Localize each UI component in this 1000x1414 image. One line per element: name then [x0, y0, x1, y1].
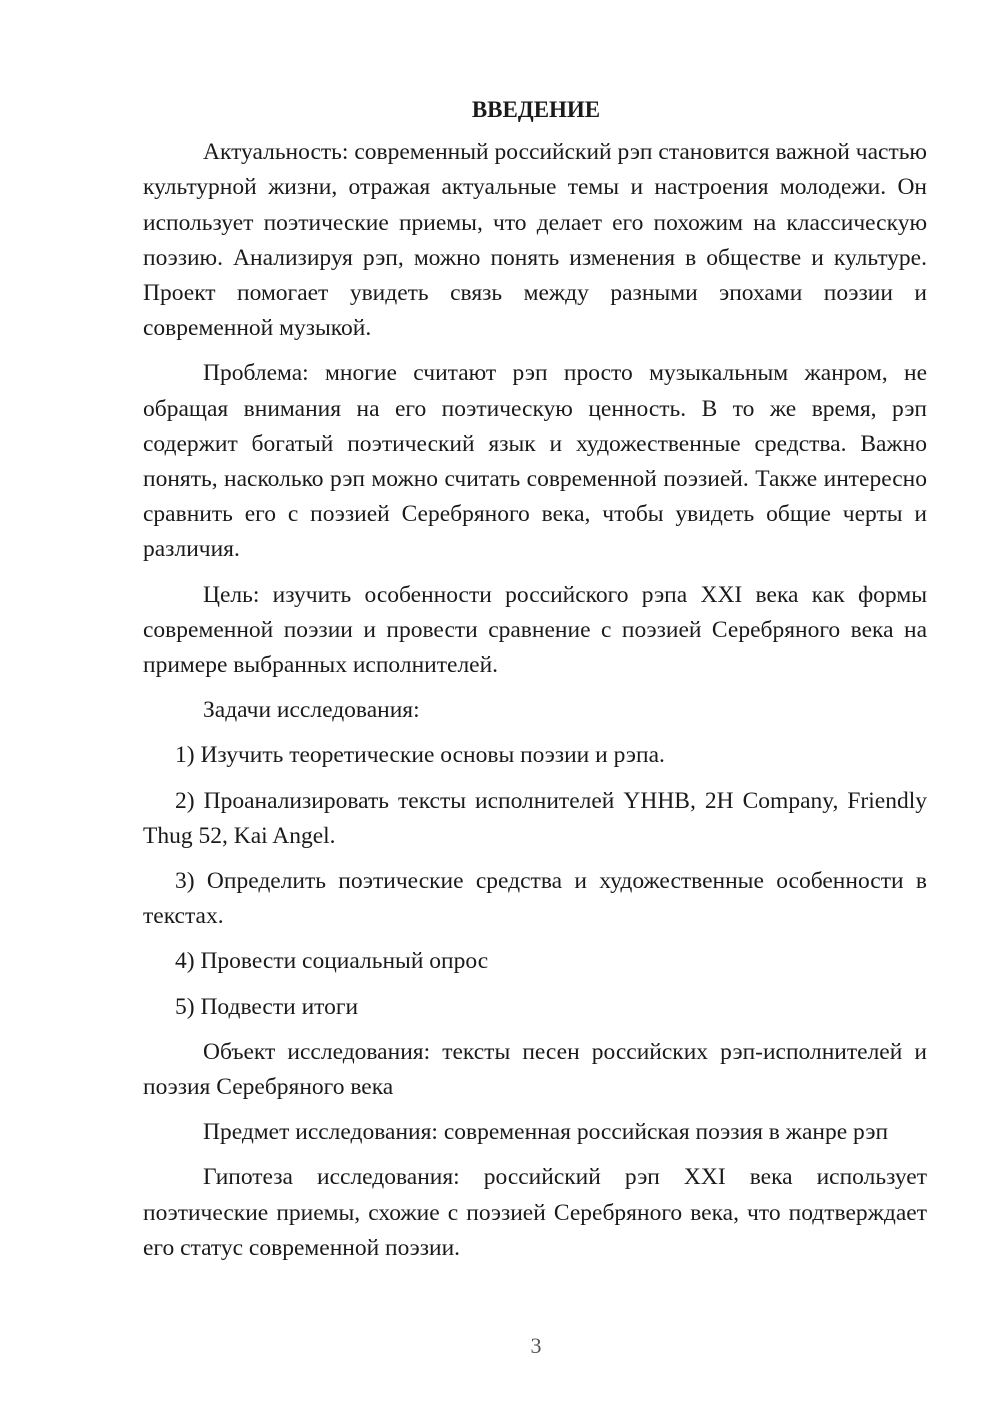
task-item: 1) Изучить теоретические основы поэзии и рэпа.: [175, 742, 665, 769]
paragraph-subject: Предмет исследования: современная российская поэзия в жанре рэп: [203, 1119, 889, 1146]
paragraph-relevance: Актуальность: современный российский рэп становится важной частью культурной жизни, отражая актуальные темы и настроения молодежи. Он использует поэтические приемы, что делает его похожим на классическую поэзию. Анализируя рэп, можно понять изменения в обществе и культуре. Проект помогает увидеть связь между разными эпохами поэзии и современной музыкой.: [143, 139, 927, 342]
page-content: [143, 92, 927, 1276]
paragraph-problem: Проблема: многие считают рэп просто музыкальным жанром, не обращая внимания на его поэтическую ценность. В то же время, рэп содержит богатый поэтический язык и художественные средства. Важно понять, насколько рэп можно считать современной поэзией. Также интересно сравнить его с поэзией Серебряного века, чтобы увидеть общие черты и различия.: [143, 360, 927, 563]
paragraph-goal: Цель: изучить особенности российского рэпа XXI века как формы современной поэзии и провести сравнение с поэзией Серебряного века на примере выбранных исполнителей.: [143, 581, 927, 679]
paragraph-object: Объект исследования: тексты песен российских рэп-исполнителей и поэзия Серебряного века: [143, 1038, 927, 1101]
page-number: 3: [530, 1333, 542, 1358]
task-item: 2) Проанализировать тексты исполнителей YHHB, 2H Company, Friendly Thug 52, Kai Angel.: [143, 787, 927, 849]
task-item: 4) Провести социальный опрос: [175, 948, 489, 975]
tasks-heading: Задачи исследования:: [203, 697, 420, 724]
section-title: ВВЕДЕНИЕ: [471, 97, 601, 122]
task-item: 5) Подвести итоги: [175, 993, 359, 1020]
paragraph-hypothesis: Гипотеза исследования: российский рэп XXI века использует поэтические приемы, схожие с поэзией Серебряного века, что подтверждает его статус современной поэзии.: [143, 1164, 927, 1261]
task-item: 3) Определить поэтические средства и художественные особенности в текстах.: [143, 868, 927, 930]
